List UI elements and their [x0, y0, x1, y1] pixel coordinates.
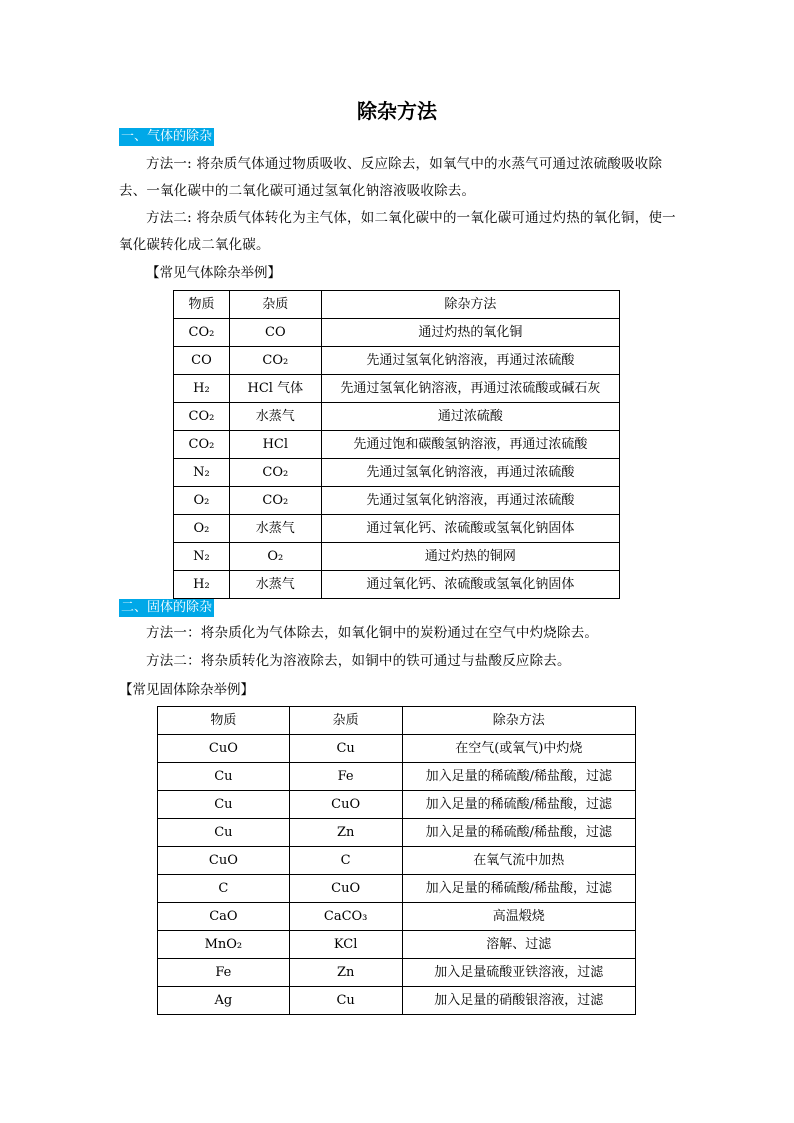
- cell-impurity: CO₂: [229, 487, 321, 515]
- table-row: [174, 375, 620, 403]
- cell-substance: CaO: [158, 903, 290, 931]
- cell-method: 通过灼热的铜网: [321, 543, 619, 571]
- cell-method: 通过氧化钙、浓硫酸或氢氧化钠固体: [321, 571, 619, 599]
- cell-method: 溶解、过滤: [402, 931, 635, 959]
- cell-substance: O₂: [174, 515, 230, 543]
- cell-impurity: CO₂: [229, 347, 321, 375]
- cell-impurity: CaCO₃: [289, 903, 402, 931]
- cell-substance: Cu: [158, 819, 290, 847]
- cell-method: 先通过饱和碳酸氢钠溶液，再通过浓硫酸: [321, 431, 619, 459]
- cell-substance: CuO: [158, 847, 290, 875]
- table-row: [158, 931, 636, 959]
- table-row: [174, 543, 620, 571]
- table-row: [174, 319, 620, 347]
- solid-impurity-table: [157, 706, 636, 1015]
- cell-method: 先通过氢氧化钠溶液，再通过浓硫酸: [321, 347, 619, 375]
- cell-impurity: Cu: [289, 735, 402, 763]
- cell-impurity: C: [289, 847, 402, 875]
- table-row: [174, 487, 620, 515]
- cell-method: 在氧气流中加热: [402, 847, 635, 875]
- cell-method: 通过灼热的氧化铜: [321, 319, 619, 347]
- cell-method: 在空气(或氧气)中灼烧: [402, 735, 635, 763]
- table-row: [174, 431, 620, 459]
- cell-impurity: CuO: [289, 791, 402, 819]
- solid-method-one: 方法一：将杂质化为气体除去，如氧化铜中的炭粉通过在空气中灼烧除去。: [146, 625, 599, 641]
- table-row: [158, 875, 636, 903]
- table-row: [174, 571, 620, 599]
- cell-impurity: Zn: [289, 819, 402, 847]
- cell-impurity: 水蒸气: [229, 403, 321, 431]
- header-substance: 物质: [158, 707, 290, 735]
- header-impurity: 杂质: [289, 707, 402, 735]
- cell-substance: CO₂: [174, 403, 230, 431]
- header-method: 除杂方法: [321, 291, 619, 319]
- table-row: [174, 459, 620, 487]
- cell-substance: N₂: [174, 543, 230, 571]
- cell-method: 通过氧化钙、浓硫酸或氢氧化钠固体: [321, 515, 619, 543]
- solid-table-label: 【常见固体除杂举例】: [119, 682, 254, 698]
- cell-impurity: Fe: [289, 763, 402, 791]
- cell-substance: CO₂: [174, 319, 230, 347]
- cell-substance: N₂: [174, 459, 230, 487]
- gas-impurity-table: [173, 290, 620, 599]
- table-row: [174, 347, 620, 375]
- gas-method-one: 方法一: 将杂质气体通过物质吸收、反应除去，如氧气中的水蒸气可通过浓硫酸吸收除去、一氧化碳中的二氧化碳可通过氢氧化钠溶液吸收除去。: [119, 156, 663, 199]
- gas-method-two: 方法二: 将杂质气体转化为主气体，如二氧化碳中的一氧化碳可通过灼热的氧化铜，使一氧化碳转化成二氧化碳。: [119, 210, 676, 253]
- cell-method: 加入足量的稀硫酸/稀盐酸，过滤: [402, 875, 635, 903]
- cell-impurity: CO₂: [229, 459, 321, 487]
- table-row: [158, 959, 636, 987]
- page-title: 除杂方法: [357, 99, 437, 123]
- table-row: [158, 819, 636, 847]
- cell-method: 先通过氢氧化钠溶液，再通过浓硫酸: [321, 459, 619, 487]
- cell-substance: CO₂: [174, 431, 230, 459]
- cell-method: 先通过氢氧化钠溶液，再通过浓硫酸: [321, 487, 619, 515]
- cell-substance: Cu: [158, 763, 290, 791]
- gas-table-label: 【常见气体除杂举例】: [146, 265, 281, 281]
- cell-substance: H₂: [174, 375, 230, 403]
- cell-substance: CuO: [158, 735, 290, 763]
- cell-impurity: HCl 气体: [229, 375, 321, 403]
- cell-method: 高温煅烧: [402, 903, 635, 931]
- cell-substance: Cu: [158, 791, 290, 819]
- header-method: 除杂方法: [402, 707, 635, 735]
- cell-impurity: Cu: [289, 987, 402, 1015]
- cell-method: 通过浓硫酸: [321, 403, 619, 431]
- cell-substance: C: [158, 875, 290, 903]
- cell-impurity: Zn: [289, 959, 402, 987]
- cell-impurity: CuO: [289, 875, 402, 903]
- cell-impurity: HCl: [229, 431, 321, 459]
- table-row: [158, 763, 636, 791]
- cell-impurity: 水蒸气: [229, 515, 321, 543]
- section-heading-gas: 一、气体的除杂: [121, 129, 213, 144]
- table-header-row: [174, 291, 620, 319]
- cell-substance: Ag: [158, 987, 290, 1015]
- table-row: [158, 987, 636, 1015]
- table-row: [158, 791, 636, 819]
- section-heading-solid: 二、固体的除杂: [121, 600, 213, 615]
- cell-substance: CO: [174, 347, 230, 375]
- cell-substance: MnO₂: [158, 931, 290, 959]
- cell-substance: O₂: [174, 487, 230, 515]
- cell-method: 加入足量的稀硫酸/稀盐酸，过滤: [402, 819, 635, 847]
- cell-method: 加入足量的硝酸银溶液，过滤: [402, 987, 635, 1015]
- cell-method: 先通过氢氧化钠溶液，再通过浓硫酸或碱石灰: [321, 375, 619, 403]
- header-substance: 物质: [174, 291, 230, 319]
- table-row: [174, 403, 620, 431]
- cell-substance: H₂: [174, 571, 230, 599]
- cell-method: 加入足量的稀硫酸/稀盐酸，过滤: [402, 791, 635, 819]
- cell-substance: Fe: [158, 959, 290, 987]
- cell-impurity: 水蒸气: [229, 571, 321, 599]
- table-row: [174, 515, 620, 543]
- cell-impurity: O₂: [229, 543, 321, 571]
- table-row: [158, 847, 636, 875]
- table-row: [158, 903, 636, 931]
- solid-method-two: 方法二：将杂质转化为溶液除去，如铜中的铁可通过与盐酸反应除去。: [146, 653, 571, 669]
- header-impurity: 杂质: [229, 291, 321, 319]
- cell-method: 加入足量硫酸亚铁溶液，过滤: [402, 959, 635, 987]
- cell-impurity: KCl: [289, 931, 402, 959]
- cell-impurity: CO: [229, 319, 321, 347]
- cell-method: 加入足量的稀硫酸/稀盐酸，过滤: [402, 763, 635, 791]
- table-header-row: [158, 707, 636, 735]
- table-row: [158, 735, 636, 763]
